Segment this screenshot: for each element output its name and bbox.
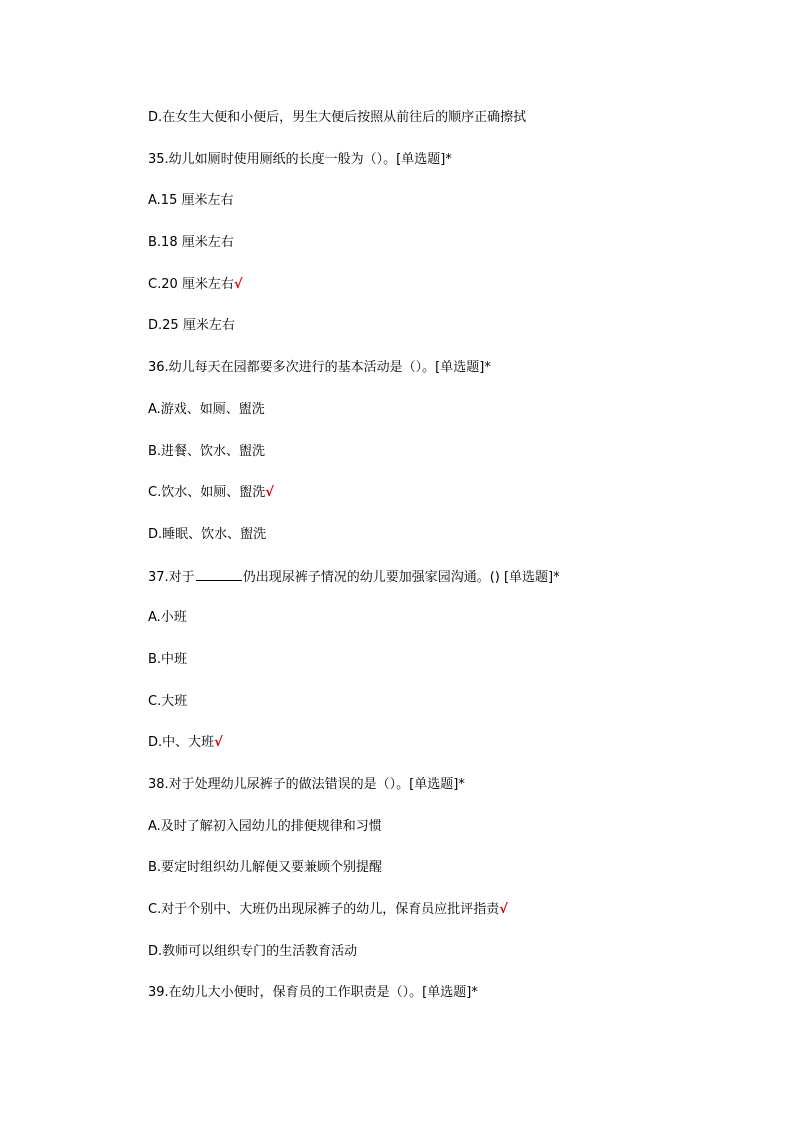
option-c-q38: C.对于个别中、大班仍出现尿裤子的幼儿，保育员应批评指责√ (148, 902, 508, 918)
option-b-q36: B.进餐、饮水、盥洗 (148, 443, 266, 459)
correct-check-icon: √ (214, 735, 223, 751)
question-38: 38.对于处理幼儿尿裤子的做法错误的是（）。[单选题]* (148, 777, 465, 792)
correct-check-icon: √ (233, 276, 243, 292)
option-c-q37: C.大班 (148, 693, 188, 709)
option-b-q38: B.要定时组织幼儿解便又要兼顾个别提醒 (148, 860, 383, 876)
option-a-q37: A.小班 (148, 610, 187, 626)
question-35: 35.幼儿如厕时使用厕纸的长度一般为（）。[单选题]* (148, 151, 452, 167)
fill-in-blank (196, 567, 242, 581)
correct-check-icon: √ (265, 485, 274, 501)
option-d-q35: D.25 厘米左右 (148, 318, 235, 334)
question-36: 36.幼儿每天在园都要多次进行的基本活动是（）。[单选题]* (148, 360, 491, 376)
option-a-q35: A.15 厘米左右 (148, 193, 234, 209)
option-d-q38: D.教师可以组织专门的生活教育活动 (148, 943, 358, 959)
option-d-q36: D.睡眠、饮水、盥洗 (148, 526, 267, 542)
option-b-q35: B.18 厘米左右 (148, 235, 234, 251)
option-c-q36: C.饮水、如厕、盥洗√ (148, 485, 274, 501)
option-c-q35: C.20 厘米左右√ (148, 276, 243, 292)
option-a-q36: A.游戏、如厕、盥洗 (148, 401, 265, 417)
question-39: 39.在幼儿大小便时，保育员的工作职责是（）。[单选题]* (148, 985, 478, 1001)
correct-check-icon: √ (499, 902, 508, 918)
option-d-q34: D.在女生大便和小便后，男生大便后按照从前往后的顺序正确擦拭 (148, 110, 527, 125)
question-document (148, 108, 748, 1025)
option-b-q37: B.中班 (148, 651, 188, 667)
option-a-q38: A.及时了解初入园幼儿的排便规律和习惯 (148, 818, 382, 834)
question-37: 37.对于 仍出现尿裤子情况的幼儿要加强家园沟通。() [单选题]* (148, 567, 748, 609)
option-d-q37: D.中、大班√ (148, 735, 223, 751)
